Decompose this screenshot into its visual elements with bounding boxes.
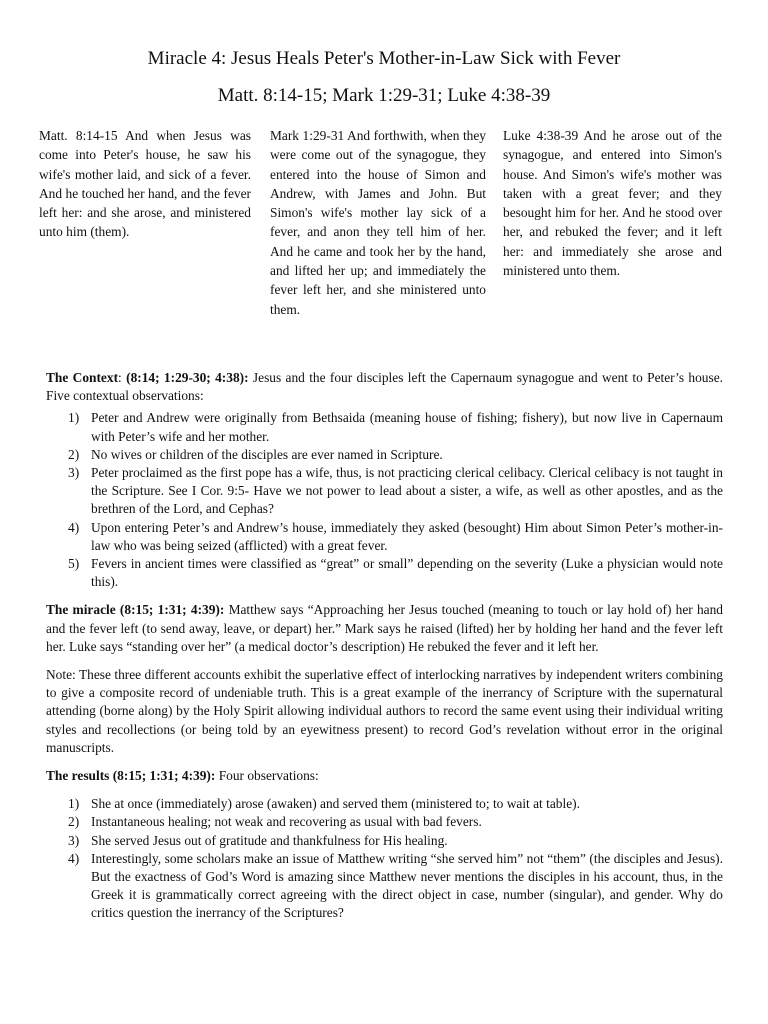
results-text: Four observations: <box>215 768 319 784</box>
results-list <box>46 795 723 922</box>
list-item: 2) No wives or children of the disciples are ever named in Scripture. <box>68 446 443 462</box>
context-sep: : <box>118 370 127 385</box>
page-title: Miracle 4: Jesus Heals Peter's Mother-in-Law Sick with Fever <box>147 48 621 69</box>
miracle-paragraph <box>46 601 723 656</box>
context-text: Jesus and the four disciples left the Capernaum synagogue and went to Peter’s house. Five contextual observations: <box>46 370 723 404</box>
page-subtitle: Matt. 8:14-15; Mark 1:29-31; Luke 4:38-39 <box>217 85 551 106</box>
results-paragraph <box>46 767 723 785</box>
mark-column: Mark 1:29-31 And forthwith, when they were come out of the synagogue, they entered into the house of Simon and Andrew, with James and John. But Simon's wife's mother lay sick of a fever, and anon they tell him of her. And he came and took her by the hand, and lifted her up; and immediately the fever left her, and she ministered unto them. <box>270 128 486 317</box>
commentary-body <box>46 369 723 923</box>
list-item: 4) Interestingly, some scholars make an issue of Matthew writing “she served him” not “them” (the disciples and Jesus). But the exactness of God’s Word is amazing since Matthew never mentions the disciples in his account, thus, in the Greek it is grammatically correct agreeing with the direct object in case, number (singular), and gender. Why do critics question the inerrancy of the Scriptures? <box>68 850 723 921</box>
miracle-heading: The miracle (8:15; 1:31; 4:39): <box>46 602 225 618</box>
list-item: 1) She at once (immediately) arose (awaken) and served them (ministered to; to wait at table). <box>68 796 580 812</box>
list-item: 3) Peter proclaimed as the first pope has a wife, thus, is not practicing clerical celibacy. Clerical celibacy is not taught in the Scripture. See I Cor. 9:5- Have we not power to lead about a sister, a wife, as well as other apostles, and as the brethren of the Lord, and Cephas? <box>68 465 723 517</box>
note-paragraph: Note: These three different accounts exhibit the superlative effect of interlocking narratives by independent writers combining to give a composite record of undeniable truth. This is a great example of the inerrancy of Scripture with the supernatural attending (borne along) by the Holy Spirit allowing individual authors to record the same event using their individual writing styles and recollections (or being told by an eyewitness present) to record God’s revelation without error in the original manuscripts. <box>46 667 723 755</box>
context-heading: The Context <box>46 370 119 385</box>
list-item: 1) Peter and Andrew were originally from Bethsaida (meaning house of fishing; fishery), but now live in Capernaum with Peter’s wife and her mother. <box>68 410 723 444</box>
matthew-column: Matt. 8:14-15 And when Jesus was come into Peter's house, he saw his wife's mother laid, and sick of a fever. And he touched her hand, and the fever left her: and she arose, and ministered unto him (them). <box>39 128 251 240</box>
context-paragraph <box>46 369 723 405</box>
context-refs: (8:14; 1:29-30; 4:38): <box>126 370 249 385</box>
list-item: 3) She served Jesus out of gratitude and thankfulness for His healing. <box>68 832 448 848</box>
list-item: 2) Instantaneous healing; not weak and recovering as usual with bad fevers. <box>68 814 482 830</box>
list-item: 5) Fevers in ancient times were classified as “great” or small” depending on the severity (Luke a physician would note this). <box>68 556 723 590</box>
results-heading: The results (8:15; 1:31; 4:39): <box>46 768 216 784</box>
miracle-text: Matthew says “Approaching her Jesus touched (meaning to touch or lay hold of) her hand and the fever left (to send away, leave, or depart) her.” Mark says he raised (lifted) her by holding her hand and the fever left her. Luke says “standing over her” (a medical doctor’s description) He rebuked the fever and it left her. <box>46 602 724 654</box>
luke-column: Luke 4:38-39 And he arose out of the synagogue, and entered into Simon's house. And Simon's wife's mother was taken with a great fever; and they besought him for her. And he stood over her, and rebuked the fever; and it left her: and immediately she arose and ministered unto them. <box>503 128 722 279</box>
list-item: 4) Upon entering Peter’s and Andrew’s house, immediately they asked (besought) Him about Simon Peter’s mother-in-law who was being seized (afflicted) with a great fever. <box>68 519 723 553</box>
context-list <box>46 409 723 591</box>
